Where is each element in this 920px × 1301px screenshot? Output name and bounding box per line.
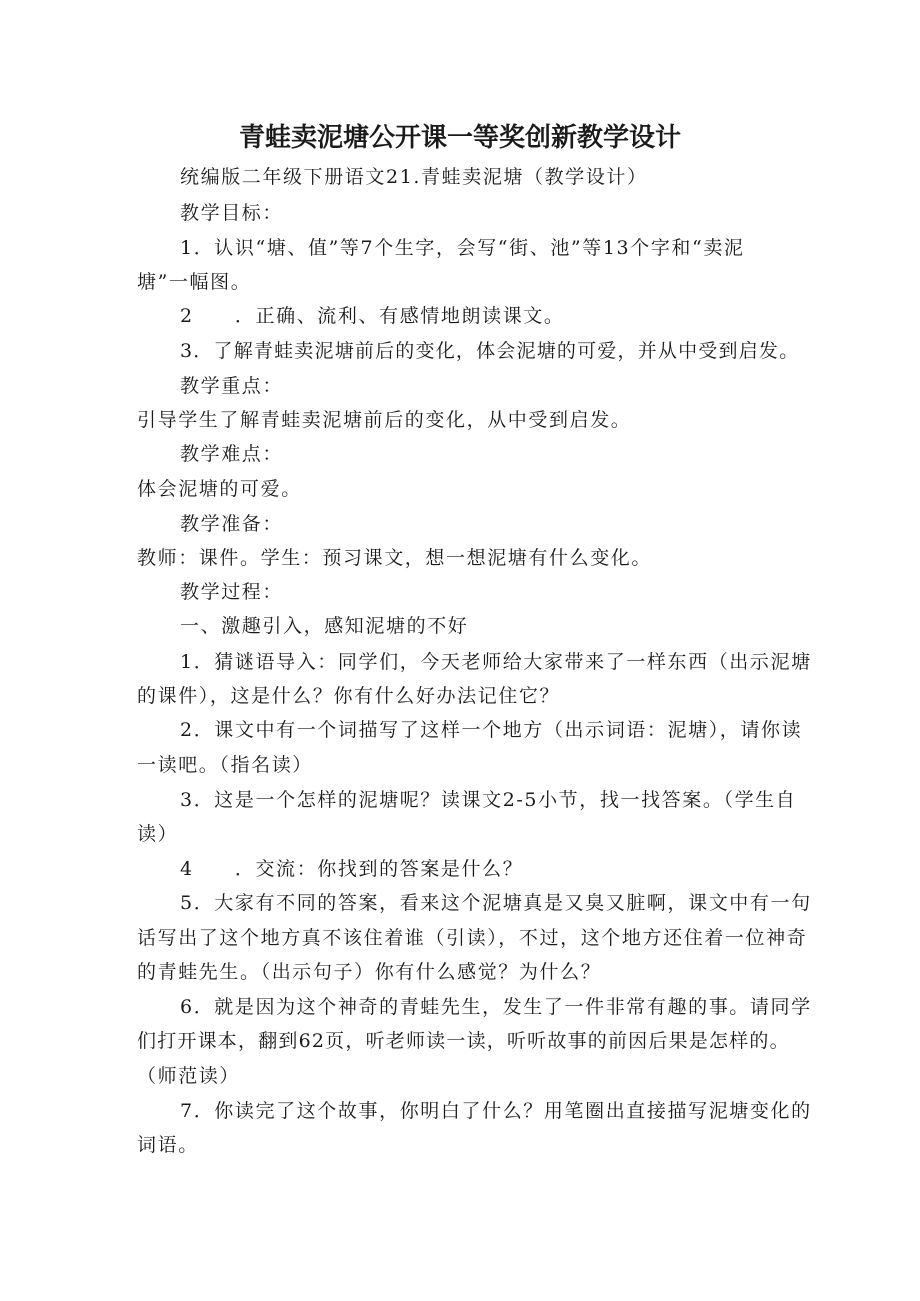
subtitle: 统编版二年级下册语文21.青蛙卖泥塘（教学设计） xyxy=(180,166,648,188)
difficulty-heading: 教学难点： xyxy=(180,443,284,465)
goal-1-line-1: 1．认识“塘、值”等7个生字，会写“街、池”等13个字和“卖泥 xyxy=(180,237,745,259)
goals-heading: 教学目标： xyxy=(180,202,284,224)
document-title: 青蛙卖泥塘公开课一等奖创新教学设计 xyxy=(238,123,681,153)
goal-2: 2 ．正确、流利、有感情地朗读课文。 xyxy=(180,305,565,327)
prep-text: 教师：课件。学生：预习课文，想一想泥塘有什么变化。 xyxy=(137,547,653,569)
key-heading: 教学重点： xyxy=(180,375,284,397)
step-3-line-2: 读） xyxy=(137,823,179,845)
difficulty-text: 体会泥塘的可爱。 xyxy=(137,478,302,500)
step-3-line-1: 3．这是一个怎样的泥塘呢？读课文2-5小节，找一找答案。（学生自 xyxy=(180,789,797,811)
step-6-line-3: （师范读） xyxy=(137,1065,241,1087)
goal-3: 3．了解青蛙卖泥塘前后的变化，体会泥塘的可爱，并从中受到启发。 xyxy=(180,340,800,362)
step-5-line-1: 5．大家有不同的答案，看来这个泥塘真是又臭又脏啊，课文中有一句 xyxy=(180,892,812,914)
prep-heading: 教学准备： xyxy=(180,513,284,535)
section-1-heading: 一、激趣引入，感知泥塘的不好 xyxy=(180,615,469,637)
process-heading: 教学过程： xyxy=(180,581,284,603)
step-6-line-2: 们打开课本，翻到62页，听老师读一读，听听故事的前因后果是怎样的。 xyxy=(137,1030,790,1052)
step-6-line-1: 6．就是因为这个神奇的青蛙先生，发生了一件非常有趣的事。请同学 xyxy=(180,996,812,1018)
step-2-line-1: 2．课文中有一个词描写了这样一个地方（出示词语：泥塘），请你读 xyxy=(180,719,803,741)
step-2-line-2: 一读吧。（指名读） xyxy=(137,754,313,776)
key-text: 引导学生了解青蛙卖泥塘前后的变化，从中受到启发。 xyxy=(137,409,632,431)
step-1-line-2: 的课件），这是什么？你有什么好办法记住它？ xyxy=(137,685,561,707)
step-7-line-2: 词语。 xyxy=(137,1134,199,1156)
step-7-line-1: 7．你读完了这个故事，你明白了什么？用笔圈出直接描写泥塘变化的 xyxy=(180,1100,812,1122)
step-4: 4 ．交流：你找到的答案是什么？ xyxy=(180,858,524,880)
step-5-line-3: 的青蛙先生。（出示句子）你有什么感觉？为什么？ xyxy=(137,961,602,983)
goal-1-line-2: 塘”一幅图。 xyxy=(137,271,252,293)
step-1-line-1: 1．猜谜语导入：同学们，今天老师给大家带来了一样东西（出示泥塘 xyxy=(180,651,812,673)
step-5-line-2: 话写出了这个地方真不该住着谁（引读），不过，这个地方还住着一位神奇 xyxy=(137,927,808,949)
